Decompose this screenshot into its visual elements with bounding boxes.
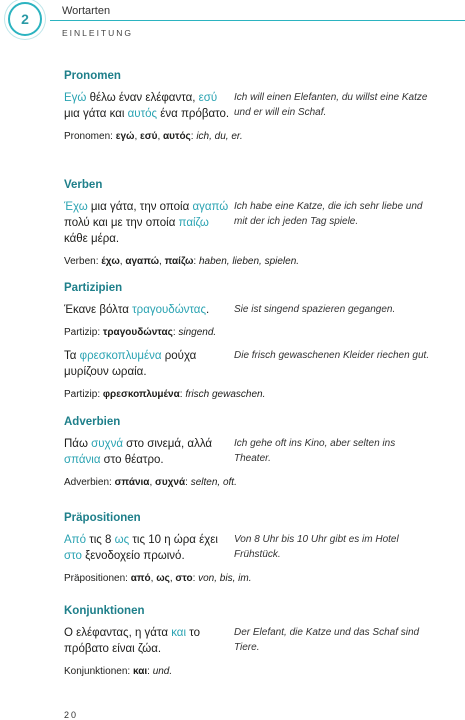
text-run: ρούχα μυρίζουν ωραία. [64, 350, 197, 378]
section-praepositionen [64, 512, 444, 586]
text-run: : [185, 477, 191, 488]
bold-term: αυτός [163, 131, 191, 142]
section-title: Präpositionen [64, 512, 141, 524]
highlighted-word: φρεσκοπλυμένα [79, 350, 162, 362]
bold-term: ως [156, 573, 170, 584]
bold-term: από [130, 573, 151, 584]
greek-sentence [64, 625, 232, 657]
text-run: Adverbien: [64, 477, 115, 488]
text-run: , [134, 131, 141, 142]
text-run: . [206, 304, 210, 316]
summary-line [64, 664, 444, 679]
german-translation: Der Elefant, die Katze und das Schaf sind Tiere. [234, 627, 420, 653]
text-run: Τα [64, 350, 80, 362]
text-run: Präpositionen: [64, 573, 131, 584]
text-run: στο σινεμά, αλλά [122, 438, 213, 450]
text-run: Πάω [64, 438, 92, 450]
italic-translation: ich, du, er. [196, 131, 243, 142]
german-translation: Die frisch gewaschenen Kleider riechen gut. [234, 350, 430, 361]
text-run: , [169, 573, 176, 584]
highlighted-word: Εγώ [64, 92, 87, 104]
highlighted-word: Από [64, 534, 87, 546]
text-run: Ο ελέφαντας, η γάτα [64, 627, 172, 639]
text-run: , [149, 477, 156, 488]
section-partizipien [64, 282, 444, 402]
chapter-subtitle: EINLEITUNG [62, 28, 134, 38]
greek-sentence [64, 532, 232, 564]
section-verben [64, 179, 444, 269]
italic-translation: haben, lieben, spielen. [198, 256, 300, 267]
text-run: Pronomen: [64, 131, 116, 142]
german-translation: Ich habe eine Katze, die ich sehr liebe und mit der ich jeden Tag spiele. [234, 201, 423, 227]
text-run: Έκανε βόλτα [64, 304, 133, 316]
summary-line [64, 254, 444, 269]
text-run: , [119, 256, 126, 267]
highlighted-word: και [171, 627, 187, 639]
text-run: θέλω έναν ελέφαντα, [86, 92, 199, 104]
highlighted-word: σπάνια [64, 454, 101, 466]
text-run: κάθε μέρα. [64, 233, 120, 245]
highlighted-word: παίζω [178, 217, 209, 229]
bold-term: παίζω [164, 256, 194, 267]
bold-term: τραγουδώντας [102, 327, 173, 338]
bold-term: έχω [101, 256, 120, 267]
text-run: ένα πρόβατο. [157, 108, 230, 120]
section-title: Adverbien [64, 416, 121, 428]
german-translation: Ich gehe oft ins Kino, aber selten ins Theater. [234, 438, 396, 464]
chapter-badge [8, 2, 42, 36]
bold-term: εγώ [115, 131, 135, 142]
text-run: Verben: [64, 256, 102, 267]
section-adverbien [64, 416, 444, 490]
chapter-title: Wortarten [62, 5, 111, 17]
text-run: μια γάτα και [64, 108, 128, 120]
highlighted-word: τραγουδώντας [132, 304, 206, 316]
greek-sentence [64, 90, 232, 122]
bold-term: εσύ [140, 131, 158, 142]
section-pronomen [64, 70, 444, 144]
greek-sentence [64, 436, 232, 468]
bold-term: αγαπώ [125, 256, 160, 267]
summary-line [64, 475, 444, 490]
greek-sentence [64, 302, 232, 318]
highlighted-word: συχνά [91, 438, 123, 450]
text-run: πολύ και με την οποία [64, 217, 179, 229]
greek-sentence [64, 348, 232, 380]
chapter-number: 2 [21, 11, 29, 27]
highlighted-word: εσύ [198, 92, 218, 104]
highlighted-word: αυτός [127, 108, 158, 120]
text-run: , [150, 573, 157, 584]
section-title: Verben [64, 179, 103, 191]
bold-term: συχνά [155, 477, 186, 488]
highlighted-word: Έχω [64, 201, 88, 213]
italic-translation: und. [152, 666, 173, 677]
example-row [64, 90, 444, 122]
example-row [64, 625, 444, 657]
example-row [64, 348, 444, 380]
bold-term: φρεσκοπλυμένα [102, 389, 180, 400]
italic-translation: von, bis, im. [198, 573, 252, 584]
german-translation: Von 8 Uhr bis 10 Uhr gibt es im Hotel Frühstück. [234, 534, 399, 560]
text-run: : [190, 131, 197, 142]
text-run: το πρόβατο είναι ζώα. [64, 627, 200, 655]
section-title: Konjunktionen [64, 605, 145, 617]
text-run: Partizip: [64, 389, 103, 400]
text-run: : [147, 666, 153, 677]
german-translation: Ich will einen Elefanten, du willst eine Katze und er will ein Schaf. [234, 92, 428, 118]
text-run: τις 8 [86, 534, 115, 546]
text-run: τις 10 η ώρα έχει [129, 534, 218, 546]
example-row [64, 199, 444, 247]
highlighted-word: αγαπώ [192, 201, 229, 213]
header-rule [50, 20, 465, 21]
text-run: , [157, 131, 164, 142]
text-run: Konjunktionen: [64, 666, 133, 677]
text-run: Partizip: [64, 327, 103, 338]
italic-translation: selten, oft. [190, 477, 237, 488]
summary-line [64, 325, 444, 340]
text-run: μια γάτα, την οποία [87, 201, 193, 213]
example-row [64, 532, 444, 564]
bold-term: στο [175, 573, 193, 584]
text-run: : [192, 573, 199, 584]
summary-line [64, 387, 444, 402]
text-run: : [179, 389, 186, 400]
bold-term: σπάνια [114, 477, 150, 488]
greek-sentence [64, 199, 232, 247]
bold-term: και [132, 666, 148, 677]
highlighted-word: ως [114, 534, 130, 546]
text-run: : [172, 327, 179, 338]
section-title: Pronomen [64, 70, 121, 82]
text-run: : [193, 256, 199, 267]
text-run: ξενοδοχείο πρωινό. [81, 550, 185, 562]
text-run: στο θέατρο. [100, 454, 164, 466]
italic-translation: singend. [178, 327, 217, 338]
highlighted-word: στο [64, 550, 82, 562]
example-row [64, 302, 444, 318]
text-run: , [159, 256, 165, 267]
summary-line [64, 129, 444, 144]
section-konjunktionen [64, 605, 444, 679]
section-title: Partizipien [64, 282, 123, 294]
german-translation: Sie ist singend spazieren gegangen. [234, 304, 396, 315]
italic-translation: frisch gewaschen. [185, 389, 266, 400]
summary-line [64, 571, 444, 586]
page-number: 20 [64, 710, 79, 720]
example-row [64, 436, 444, 468]
